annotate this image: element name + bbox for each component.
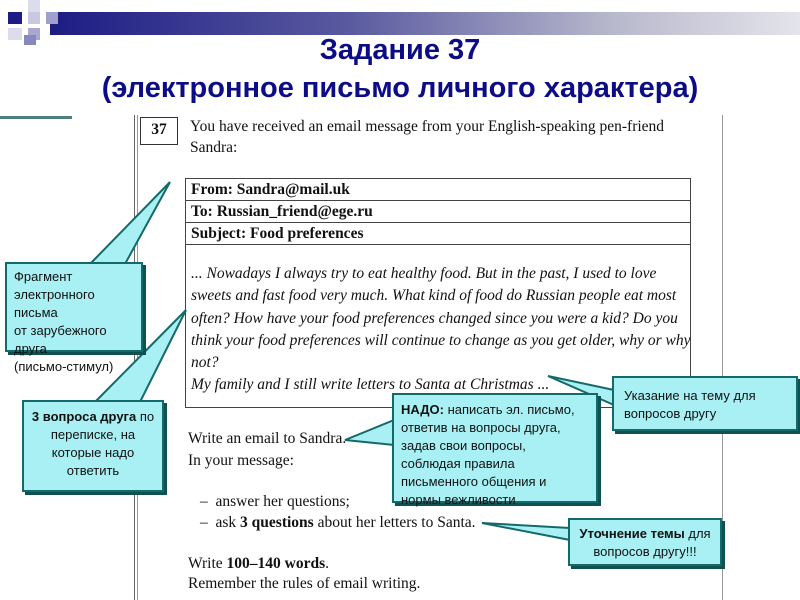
bullet-text: ask bbox=[215, 514, 241, 531]
callout-text: для вопросов другу!!! bbox=[593, 526, 711, 559]
text: . bbox=[325, 555, 330, 572]
dash: – bbox=[200, 493, 208, 510]
callout-text: написать эл. письмо, ответив на вопросы друга, задав свои вопросы, соблюдая правила письменного общения и нормы вежливости bbox=[401, 402, 575, 507]
email-from: From: Sandra@mail.uk bbox=[186, 179, 690, 201]
callout-topic: Указание на тему для вопросов другу bbox=[612, 376, 798, 431]
dash: – bbox=[200, 514, 208, 531]
instruction: Write an email to Sandra. bbox=[188, 430, 347, 447]
email-body-line: ... Nowadays I always try to eat healthy food. But in the past, I used to love bbox=[191, 265, 657, 282]
email-body-line: My family and I still write letters to Santa at Christmas ... bbox=[191, 376, 550, 394]
bullet-text: answer her questions; bbox=[215, 493, 350, 510]
intro-text: Sandra: bbox=[190, 139, 238, 156]
callout-line: от зарубежного друга bbox=[14, 323, 107, 356]
callout-text: по переписке, на которые надо ответить bbox=[50, 409, 155, 478]
text: Write bbox=[188, 555, 227, 572]
email-body-line: often? How have your food preferences changed since you were a kid? Do you bbox=[191, 309, 678, 327]
task-number: 37 bbox=[140, 117, 178, 145]
email-body-line: think your food preferences will continue to change as you get older, why or why bbox=[191, 331, 691, 349]
callout-bold: Уточнение темы bbox=[579, 526, 685, 541]
word-count-bold: 100–140 words bbox=[226, 555, 326, 572]
callout-tail-fragment bbox=[90, 182, 170, 264]
email-body-line: not? bbox=[191, 354, 219, 372]
callout-tail-need bbox=[345, 420, 394, 445]
bullet-text: about her letters to Santa. bbox=[313, 514, 476, 531]
slide-title-line2: (электронное письмо личного характера) bbox=[101, 72, 699, 104]
callout-bold: НАДО: bbox=[401, 402, 444, 417]
callout-line: электронного письма bbox=[14, 287, 95, 320]
callout-need bbox=[392, 393, 598, 507]
callout-questions bbox=[22, 400, 164, 492]
callout-fragment bbox=[5, 262, 143, 374]
callout-bold: 3 вопроса друга bbox=[31, 409, 137, 424]
slide-title-line1: Задание 37 bbox=[319, 34, 481, 66]
intro-text: You have received an email message from your English-speaking pen-friend bbox=[190, 118, 665, 135]
bullet-bold: 3 questions bbox=[240, 514, 314, 531]
email-body-line: sweets and fast food very much. What kind of food do Russian people eat most bbox=[191, 287, 677, 305]
callout-tail-clarify bbox=[482, 523, 570, 540]
email-subject: Subject: Food preferences bbox=[186, 223, 690, 245]
email-to: To: Russian_friend@ege.ru bbox=[186, 201, 690, 223]
rules-text: Remember the rules of email writing. bbox=[188, 575, 421, 592]
callout-line: Фрагмент bbox=[14, 269, 73, 284]
instruction: In your message: bbox=[188, 452, 294, 469]
callout-line: (письмо-стимул) bbox=[14, 359, 114, 374]
callout-clarify bbox=[568, 518, 722, 566]
